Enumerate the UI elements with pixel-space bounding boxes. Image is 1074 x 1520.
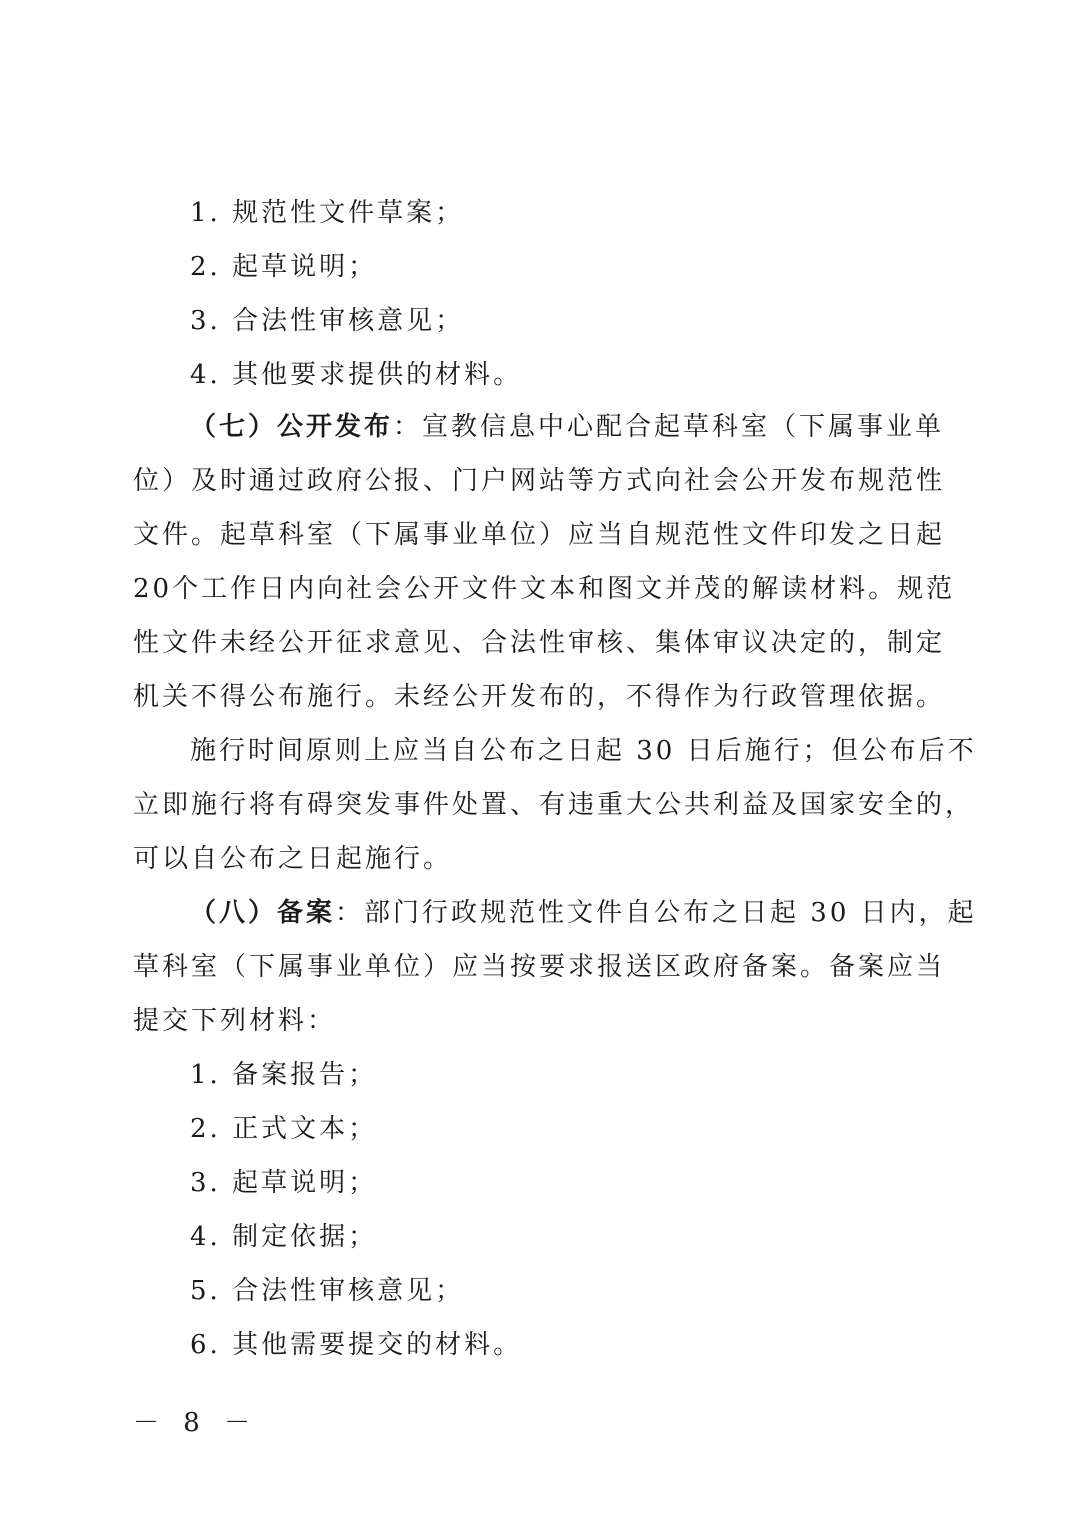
paragraph-line: 立即施行将有碍突发事件处置、有违重大公共利益及国家安全的，	[133, 790, 975, 820]
section-8-text: ：部门行政规范性文件自公布之日起 30 日内，起	[335, 898, 977, 928]
section-7-text: ：宣教信息中心配合起草科室（下属事业单	[393, 412, 945, 442]
paragraph-line: 20个工作日内向社会公开文件文本和图文并茂的解读材料。规范	[133, 574, 956, 604]
list-item: 4. 制定依据；	[190, 1222, 378, 1252]
section-8-heading: （八）备案	[190, 898, 336, 928]
paragraph-line: 草科室（下属事业单位）应当按要求报送区政府备案。备案应当	[133, 952, 946, 982]
paragraph-line: 可以自公布之日起施行。	[133, 844, 453, 874]
list-item: 3. 合法性审核意见；	[190, 306, 465, 336]
paragraph-line: 施行时间原则上应当自公布之日起 30 日后施行；但公布后不	[190, 736, 977, 766]
section-7-first-line	[190, 410, 943, 444]
list-item: 1. 规范性文件草案；	[190, 198, 465, 228]
section-7-heading: （七）公开发布	[190, 412, 394, 442]
list-item: 4. 其他要求提供的材料。	[190, 360, 523, 390]
list-item: 2. 起草说明；	[190, 252, 378, 282]
list-item: 6. 其他需要提交的材料。	[190, 1330, 523, 1360]
paragraph-line: 文件。起草科室（下属事业单位）应当自规范性文件印发之日起	[133, 520, 946, 550]
paragraph-line: 提交下列材料：	[133, 1006, 337, 1036]
paragraph-line: 位）及时通过政府公报、门户网站等方式向社会公开发布规范性	[133, 466, 946, 496]
list-item: 5. 合法性审核意见；	[190, 1276, 465, 1306]
paragraph-line: 机关不得公布施行。未经公开发布的，不得作为行政管理依据。	[133, 682, 946, 712]
page-number: － 8 －	[133, 1408, 259, 1438]
list-item: 2. 正式文本；	[190, 1114, 378, 1144]
paragraph-line: 性文件未经公开征求意见、合法性审核、集体审议决定的，制定	[133, 628, 946, 658]
list-item: 3. 起草说明；	[190, 1168, 378, 1198]
list-item: 1. 备案报告；	[190, 1060, 378, 1090]
section-8-first-line	[190, 896, 977, 930]
